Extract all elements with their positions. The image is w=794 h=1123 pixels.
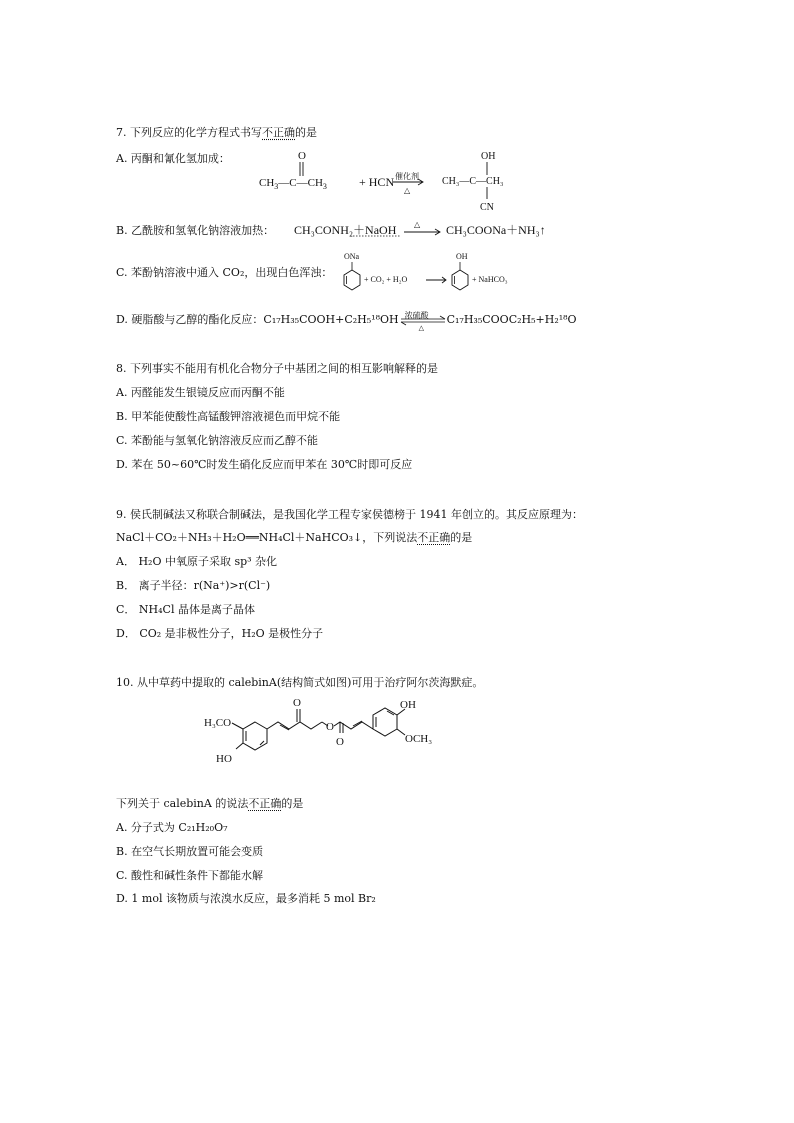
acetone-formula: $CH_3—C—CH_3$	[259, 177, 327, 191]
acetamide-naoh-equation	[294, 218, 564, 240]
svg-text:OH: OH	[481, 151, 496, 162]
q9-stem-line1: 9. 侯氏制碱法又称联合制碱法，是我国化学工程专家侯德榜于 1941 年创立的。其反应原理为：	[116, 508, 583, 521]
phenoxide-co2-equation	[338, 249, 538, 297]
calebina-structure	[200, 692, 440, 772]
benzene-ring-icon	[344, 270, 360, 290]
reaction-condition: 浓硫酸 △	[400, 313, 446, 327]
svg-text:△: △	[404, 186, 411, 195]
svg-text:HO: HO	[216, 753, 232, 765]
q7-option-a: A. 丙酮和氰化氢加成：	[116, 152, 230, 165]
q9-option-c: C． NH₄Cl 晶体是离子晶体	[116, 603, 255, 616]
svg-text:OH: OH	[456, 252, 468, 261]
q10-sub-stem: 下列关于 calebinA 的说法不正确的是	[116, 797, 304, 810]
q7-option-c: C. 苯酚钠溶液中通入 CO₂，出现白色浑浊：	[116, 266, 333, 279]
svg-text:OCH₃: OCH₃	[405, 733, 433, 745]
svg-text:O: O	[293, 697, 301, 709]
q10-option-b: B. 在空气长期放置可能会变质	[116, 845, 264, 858]
q10-option-a: A. 分子式为 C₂₁H₂₀O₇	[116, 821, 228, 834]
svg-text:ONa: ONa	[344, 252, 360, 261]
svg-text:+ CO₂ + H₂O: + CO₂ + H₂O	[364, 275, 408, 284]
q9-option-d: D． CO₂ 是非极性分子，H₂O 是极性分子	[116, 627, 324, 640]
svg-text:+ NaHCO₃: + NaHCO₃	[472, 275, 508, 284]
q8-option-c: C. 苯酚能与氢氧化钠溶液反应而乙醇不能	[116, 434, 319, 447]
emphasis-mark: 不正确	[262, 126, 295, 139]
svg-text:OH: OH	[400, 699, 416, 711]
q8-stem: 8. 下列事实不能用有机化合物分子中基团之间的相互影响解释的是	[116, 362, 438, 375]
svg-text:O: O	[326, 721, 334, 733]
emphasis-mark: 不正确	[248, 797, 282, 810]
carbonyl-o: O	[298, 150, 306, 162]
q10-stem: 10. 从中草药中提取的 calebinA(结构简式如图)可用于治疗阿尔茨海默症。	[116, 676, 484, 689]
q10-option-d: D. 1 mol 该物质与浓溴水反应，最多消耗 5 mol Br₂	[116, 892, 376, 905]
q8-option-a: A. 丙醛能发生银镜反应而丙酮不能	[116, 386, 285, 399]
emphasis-mark: 不正确	[417, 531, 451, 544]
svg-text:O: O	[336, 736, 344, 748]
q7-stem: 7. 下列反应的化学方程式书写不正确的是	[116, 126, 317, 139]
q8-option-d: D. 苯在 50~60℃时发生硝化反应而甲苯在 30℃时即可反应	[116, 458, 413, 471]
svg-text:CN: CN	[480, 202, 494, 213]
benzene-ring-icon	[452, 270, 468, 290]
acetone-hcn-equation	[255, 146, 535, 214]
q10-option-c: C. 酸性和碱性条件下都能水解	[116, 869, 264, 882]
svg-text:+ HCN: + HCN	[359, 175, 395, 189]
svg-text:CH₃—C—CH₃: CH₃—C—CH₃	[442, 176, 504, 187]
q9-stem-line2: NaCl＋CO₂＋NH₃＋H₂O══NH₄Cl＋NaHCO₃↓，下列说法不正确的是	[116, 531, 473, 544]
svg-text:H₃CO: H₃CO	[204, 717, 232, 729]
svg-text:CH₃CONH₂＋NaOH: CH₃CONH₂＋NaOH	[294, 223, 397, 237]
q8-option-b: B. 甲苯能使酸性高锰酸钾溶液褪色而甲烷不能	[116, 410, 341, 423]
q7-option-b: B. 乙酰胺和氢氧化钠溶液加热：	[116, 224, 275, 237]
q9-option-a: A． H₂O 中氧原子采取 sp³ 杂化	[116, 555, 278, 568]
svg-text:CH₃COONa＋NH₃↑: CH₃COONa＋NH₃↑	[446, 223, 546, 237]
svg-text:△: △	[414, 220, 421, 229]
q9-option-b: B． 离子半径：r(Na⁺)>r(Cl⁻)	[116, 579, 271, 592]
svg-text:催化剂: 催化剂	[395, 172, 419, 181]
q7-option-d: D. 硬脂酸与乙醇的酯化反应：C₁₇H₃₅COOH+C₂H₅¹⁸OH 浓硫酸 △ C₁₇H₃₅COOC₂H₅+H₂¹⁸O	[116, 311, 577, 332]
